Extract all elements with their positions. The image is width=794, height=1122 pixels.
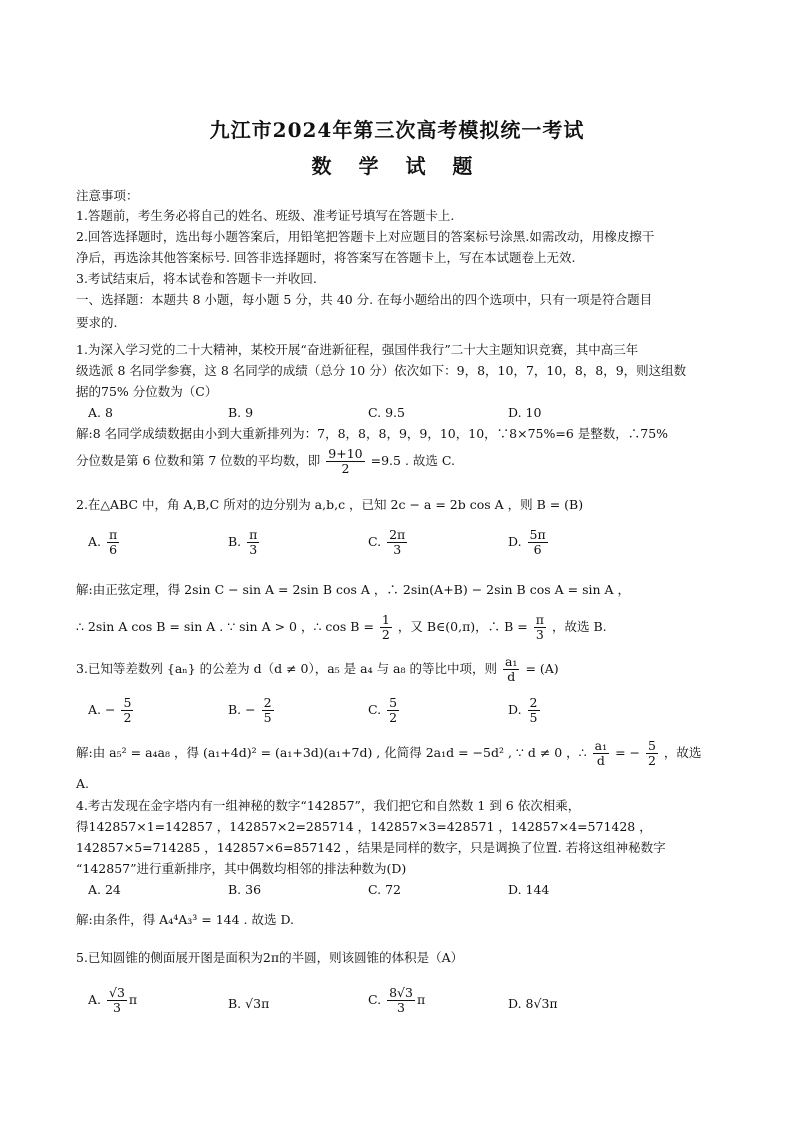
option-b: B. $\frac{\pi}{3}$	[228, 527, 258, 557]
fraction: $\frac{9+10}{2}$	[328, 446, 363, 476]
option-a: A. 8	[88, 405, 113, 420]
option-a: A. $\frac{\pi}{6}$	[88, 527, 118, 557]
question-4-stem: 4.考古发现在金字塔内有一组神秘的数字“142857”，我们把它和自然数 1 到 6 依次相乘，	[76, 798, 581, 813]
option-a: A. − $\frac{5}{2}$	[88, 695, 132, 725]
question-5-stem: 5.已知圆锥的侧面展开图是面积为2π的半圆，则该圆锥的体积是（A）	[76, 950, 464, 965]
solution-1-cont: 分位数是第 6 位数和第 7 位数的平均数，即 $\frac{9+10}{2}$ =9.5 . 故选 C.	[76, 446, 455, 476]
option-b: B. √3π	[228, 996, 270, 1011]
option-c: C. $\frac{2\pi}{3}$	[368, 527, 406, 557]
notice-item: 3.考试结束后，将本试卷和答题卡一并收回.	[76, 271, 317, 286]
solution-1: 解:8 名同学成绩数据由小到大重新排列为：7，8，8，8，9，9，10，10，∵8×75%=6 是整数，∴75%	[76, 426, 669, 441]
option-c: C. $\frac{8√3}{3}$ π	[368, 985, 426, 1015]
question-4-stem: “142857”进行重新排序，其中偶数均相邻的排法种数为(D)	[76, 861, 407, 876]
notice-heading: 注意事项：	[76, 188, 139, 203]
exam-subtitle: 数 学 试 题	[311, 154, 483, 178]
exam-title: 九江市2024年第三次高考模拟统一考试	[209, 118, 585, 142]
option-d: D. $\frac{2}{5}$	[508, 695, 538, 725]
question-3-stem: 3.已知等差数列 {aₙ} 的公差为 d（d ≠ 0），a₅ 是 a₄ 与 a₈ 的等比中项，则 $\frac{\text{a₁}}{d}$ = (A)	[76, 654, 559, 684]
notice-item: 1.答题前，考生务必将自己的姓名、班级、准考证号填写在答题卡上.	[76, 208, 455, 223]
question-4-stem: 142857×5=714285 ，142857×6=857142 ，结果是同样的数字，只是调换了位置. 若将这组神秘数字	[76, 840, 666, 855]
question-1-stem: 级选派 8 名同学参赛，这 8 名同学的成绩（总分 10 分）依次如下：9，8，10，7，10，8，8，9，则这组数	[76, 363, 687, 378]
option-d: D. 8√3π	[508, 996, 558, 1011]
section-instruction-cont: 要求的.	[76, 315, 118, 330]
option-a: A. 24	[88, 882, 121, 897]
solution-2: 解:由正弦定理，得 2sin C − sin A = 2sin B cos A ，∴ 2sin(A+B) − 2sin B cos A = sin A ，	[76, 582, 631, 597]
solution-3: 解:由 a₅² = a₄a₈ ，得 (a₁+4d)² = (a₁+3d)(a₁+7d) , 化简得 2a₁d = −5d² , ∵ d ≠ 0 ，∴ $\frac{\text{a₁}}{d}$ = − $\frac{5}{2}$ ，故选	[76, 738, 702, 768]
option-a: A. $\frac{√3}{3}$ π	[88, 985, 138, 1015]
option-d: D. $\frac{5\pi}{6}$	[508, 527, 546, 557]
section-instruction: 一、选择题：本题共 8 小题，每小题 5 分，共 40 分. 在每小题给出的四个选项中，只有一项是符合题目	[76, 292, 653, 307]
solution-4: 解:由条件，得 A₄⁴A₃³ = 144 . 故选 D.	[76, 912, 295, 927]
solution-3-cont: A.	[76, 776, 90, 791]
option-b: B. − $\frac{2}{5}$	[228, 695, 272, 725]
option-c: C. 9.5	[368, 405, 405, 420]
question-2-stem: 2.在△ABC 中，角 A,B,C 所对的边分别为 a,b,c ，已知 2c − a = 2b cos A ，则 B = (B)	[76, 497, 584, 512]
option-c: C. 72	[368, 882, 401, 897]
notice-item: 2.回答选择题时，选出每小题答案后，用铅笔把答题卡上对应题目的答案标号涂黑.如需改动，用橡皮擦干	[76, 229, 655, 244]
option-d: D. 144	[508, 882, 550, 897]
question-4-stem: 得142857×1=142857 ，142857×2=285714 ，142857×3=428571 ，142857×4=571428 ，	[76, 819, 652, 834]
question-1-stem: 1.为深入学习党的二十大精神，某校开展“奋进新征程，强国伴我行”二十大主题知识竞赛，其中高三年	[76, 342, 639, 357]
option-c: C. $\frac{5}{2}$	[368, 695, 398, 725]
question-1-stem: 据的75% 分位数为（C）	[76, 384, 218, 399]
option-b: B. 9	[228, 405, 254, 420]
solution-2-cont: ∴ 2sin A cos B = sin A . ∵ sin A > 0 ，∴ cos B = $\frac{1}{2}$ ，又 B∈(0,π)，∴ B = $\frac{\pi}{3}$ ，故选 B.	[76, 612, 607, 642]
option-b: B. 36	[228, 882, 262, 897]
notice-item: 净后，再选涂其他答案标号. 回答非选择题时，将答案写在答题卡上，写在本试题卷上无效.	[76, 250, 576, 265]
option-d: D. 10	[508, 405, 542, 420]
